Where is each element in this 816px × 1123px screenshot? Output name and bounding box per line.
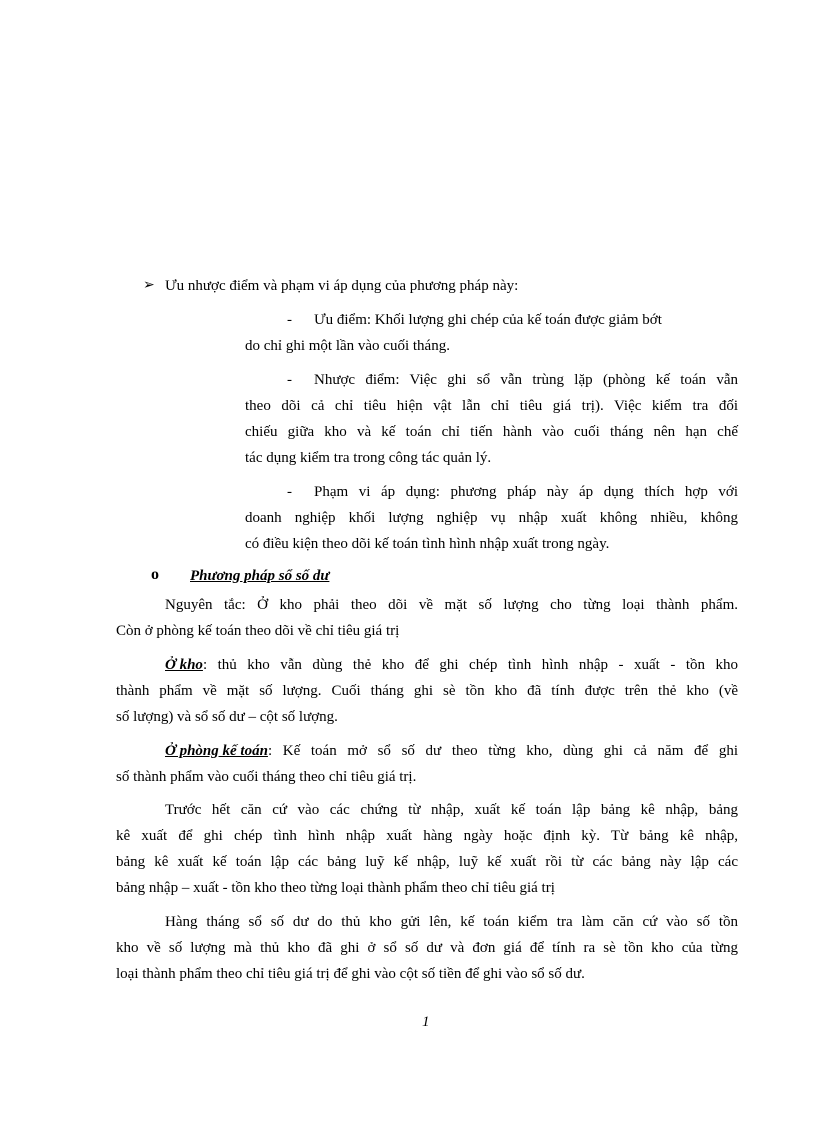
warehouse-line2: thành phẩm về mặt số lượng. Cuối tháng ghi sè tồn kho đã tính được trên thẻ kho (về (116, 683, 738, 699)
item-dash: - (287, 484, 292, 500)
accounting-line2: số thành phẩm vào cuối tháng theo chỉ tiêu giá trị. (116, 769, 417, 785)
section-title: Ưu nhược điểm và phạm vi áp dụng của phương pháp này: (165, 278, 519, 294)
method-heading: Phương pháp sổ số dư (190, 568, 330, 584)
para1-line3: bảng kê xuất kế toán lập các bảng luỹ kế nhập, luỹ kế xuất rồi từ các bảng này lập các (116, 854, 738, 870)
circle-bullet-icon: o (151, 566, 159, 583)
warehouse-line3: số lượng) và sổ số dư – cột số lượng. (116, 709, 338, 725)
warehouse-line1: Ở kho : thủ kho vẫn dùng thẻ kho để ghi chép tình hình nhập - xuất - tồn kho (165, 657, 738, 673)
item-disadvantage-line3: chiếu giữa kho và kế toán chỉ tiến hành vào cuối tháng nên hạn chế (245, 424, 738, 440)
accounting-line1: Ở phòng kế toán : Kế toán mở sổ số dư theo từng kho, dùng ghi cả năm để ghi (165, 743, 738, 759)
para1-line4: bảng nhập – xuất - tồn kho theo từng loại thành phẩm theo chỉ tiêu giá trị (116, 880, 555, 896)
arrow-bullet-icon: ➢ (143, 278, 155, 293)
item-scope-line1: Phạm vi áp dụng: phương pháp này áp dụng thích hợp với (314, 484, 738, 500)
item-advantage-line1: Ưu điểm: Khối lượng ghi chép của kế toán được giảm bớt (314, 312, 662, 328)
warehouse-label: Ở kho (165, 657, 203, 673)
item-disadvantage-line1: Nhược điểm: Việc ghi sổ vẫn trùng lặp (phòng kế toán vẫn (314, 372, 738, 388)
para2-line2: kho về số lượng mà thủ kho đã ghi ở sổ số dư và đơn giá để tính ra sè tồn kho của từng (116, 940, 738, 956)
item-scope-line2: doanh nghiệp khối lượng nghiệp vụ nhập xuất không nhiều, không (245, 510, 738, 526)
accounting-label: Ở phòng kế toán (165, 743, 268, 759)
item-disadvantage-line2: theo dõi cả chỉ tiêu hiện vật lẫn chỉ tiêu giá trị). Việc kiểm tra đối (245, 398, 738, 414)
para2-line3: loại thành phẩm theo chỉ tiêu giá trị để ghi vào cột số tiền để ghi vào sổ số dư. (116, 966, 585, 982)
para1-line1: Trước hết căn cứ vào các chứng từ nhập, xuất kế toán lập bảng kê nhập, bảng (165, 802, 738, 818)
para2-line1: Hàng tháng sổ số dư do thủ kho gửi lên, kế toán kiểm tra làm căn cứ vào số tồn (165, 914, 738, 930)
item-disadvantage-line4: tác dụng kiểm tra trong công tác quản lý. (245, 450, 492, 466)
principle-line1: Nguyên tắc: Ở kho phải theo dõi về mặt số lượng cho từng loại thành phẩm. (165, 597, 738, 613)
item-scope-line3: có điều kiện theo dõi kế toán tình hình nhập xuất trong ngày. (245, 536, 610, 552)
para1-line2: kê xuất để ghi chép tình hình nhập xuất hàng ngày hoặc định kỳ. Từ bảng kê nhập, (116, 828, 738, 844)
page-number: 1 (422, 1014, 430, 1030)
item-dash: - (287, 312, 292, 328)
principle-line2: Còn ở phòng kế toán theo dõi về chỉ tiêu giá trị (116, 623, 400, 639)
item-dash: - (287, 372, 292, 388)
item-advantage-line2: do chỉ ghi một lần vào cuối tháng. (245, 338, 450, 354)
